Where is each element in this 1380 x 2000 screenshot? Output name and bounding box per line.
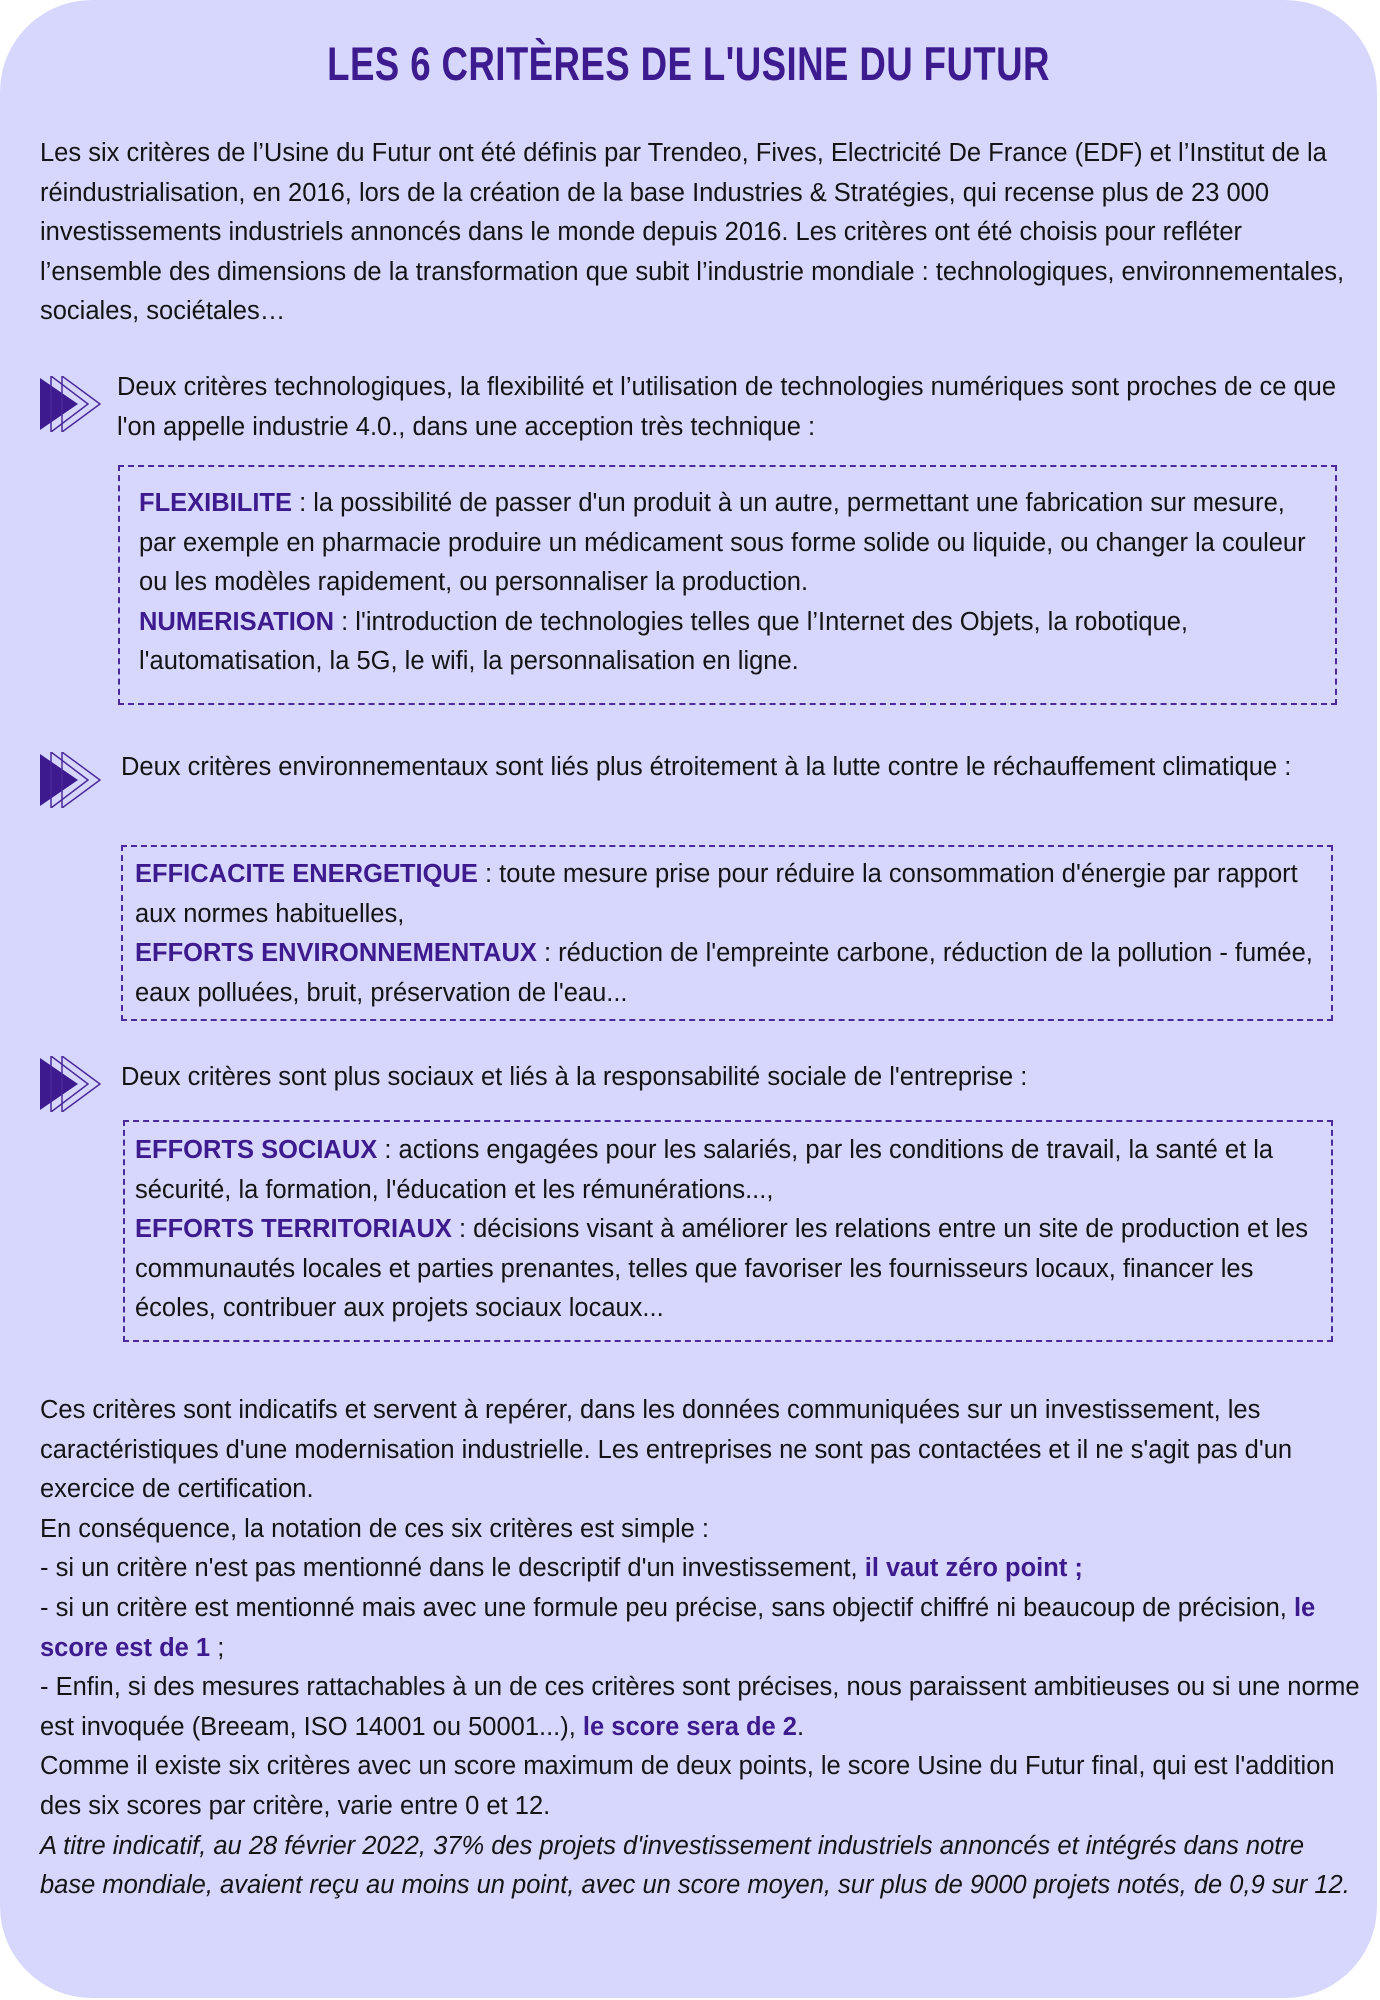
outro-paragraph-2: En conséquence, la notation de ces six critères est simple : bbox=[40, 1514, 710, 1543]
rule-end: ; bbox=[1067, 1554, 1083, 1583]
rule-end: ; bbox=[210, 1633, 225, 1662]
rule-text: - si un critère est mentionné mais avec une formule peu précise, sans objectif chiffré ni beaucoup de précision, bbox=[40, 1593, 1294, 1622]
outro-paragraph-3: Comme il existe six critères avec un score maximum de deux points, le score Usine du Futur final, qui est l'addition des six scores par critère, varie entre 0 et 12. bbox=[40, 1752, 1335, 1820]
criterion-name: FLEXIBILITE bbox=[139, 489, 292, 517]
criterion-efforts-environnementaux bbox=[135, 934, 1317, 1013]
rule-end: . bbox=[796, 1712, 805, 1741]
rule-score: le score est de 1 bbox=[40, 1593, 1316, 1662]
criterion-efforts-sociaux bbox=[135, 1131, 1317, 1210]
section-technologique-lead: Deux critères technologiques, la flexibilité et l’utilisation de technologies numériques sont proches de ce que l'on appelle industrie 4.0., dans une acception très technique : bbox=[117, 373, 1337, 441]
statistics-note: A titre indicatif, au 28 février 2022, 37% des projets d'investissement industriels annoncés et intégrés dans notre base mondiale, avaient reçu au moins un point, avec un score moyen, sur plus de 9000 projets notés, de 0,9 sur 12. bbox=[40, 1831, 1350, 1900]
scoring-rule-2 bbox=[40, 1668, 1360, 1747]
rule-text: - Enfin, si des mesures rattachables à un de ces critères sont précises, nous paraissent ambitieuses ou si une norme est invoquée (Breeam, ISO 14001 ou 50001...), bbox=[40, 1673, 1360, 1741]
rule-score: il vaut zéro point bbox=[864, 1554, 1068, 1583]
criterion-name: NUMERISATION bbox=[139, 607, 335, 636]
criterion-description: : la possibilité de passer d'un produit à un autre, permettant une fabrication sur mesure, par exemple en pharmacie produire un médicament sous forme solide ou liquide, ou changer la couleur ou les modèles rapidement, ou personnaliser la production. bbox=[139, 489, 1306, 597]
intro-paragraph: Les six critères de l’Usine du Futur ont été définis par Trendeo, Fives, Electricité De France (EDF) et l’Institut de la réindustrialisation, en 2016, lors de la création de la base Industries & Stratégies, qui recense plus de 23 000 investissements industriels annoncés dans le monde depuis 2016. Les critères ont été choisis pour refléter l’ensemble des dimensions de la transformation que subit l’industrie mondiale : technologiques, environnementales, sociales, sociétales… bbox=[40, 139, 1345, 326]
criterion-description: : réduction de l'empreinte carbone, réduction de la pollution - fumée, eaux polluées, bruit, préservation de l'eau... bbox=[135, 939, 1313, 1007]
criteria-box-sociaux bbox=[123, 1120, 1333, 1342]
triple-arrow-right-icon bbox=[38, 1056, 104, 1112]
section-environnement-lead: Deux critères environnementaux sont liés plus étroitement à la lutte contre le réchauffement climatique : bbox=[121, 753, 1292, 781]
criterion-name: EFFORTS ENVIRONNEMENTAUX bbox=[135, 939, 537, 968]
criterion-description: : l'introduction de technologies telles que l’Internet des Objets, la robotique, l'automatisation, la 5G, le wifi, la personnalisation en ligne. bbox=[139, 607, 1189, 676]
triple-arrow-right-icon bbox=[38, 752, 104, 808]
rule-text: - si un critère n'est pas mentionné dans le descriptif d'un investissement, bbox=[40, 1554, 865, 1583]
criterion-numerisation bbox=[139, 603, 1321, 682]
scoring-rule-0 bbox=[40, 1549, 1360, 1589]
criterion-description: : décisions visant à améliorer les relations entre un site de production et les communautés locales et parties prenantes, telles que favoriser les fournisseurs locaux, financer les écoles, contribuer aux projets sociaux locaux... bbox=[135, 1215, 1308, 1323]
criterion-efficacite-energetique bbox=[135, 855, 1317, 934]
criterion-flexibilite bbox=[139, 484, 1321, 603]
criterion-name: EFFORTS SOCIAUX bbox=[135, 1136, 378, 1164]
criteria-box-technologiques bbox=[118, 465, 1337, 705]
page-title: LES 6 CRITÈRES DE L'USINE DU FUTUR bbox=[327, 37, 1050, 90]
criterion-efforts-territoriaux bbox=[135, 1210, 1317, 1329]
criterion-name: EFFICACITE ENERGETIQUE bbox=[135, 860, 478, 888]
criterion-name: EFFORTS TERRITORIAUX bbox=[135, 1215, 452, 1244]
rule-score: le score sera de 2 bbox=[582, 1712, 797, 1741]
criteria-box-environnementaux bbox=[121, 845, 1333, 1021]
scoring-explanation bbox=[40, 1391, 1360, 1906]
section-social-lead: Deux critères sont plus sociaux et liés à la responsabilité sociale de l'entreprise : bbox=[121, 1063, 1028, 1091]
outro-paragraph-1: Ces critères sont indicatifs et servent à repérer, dans les données communiquées sur un investissement, les caractéristiques d'une modernisation industrielle. Les entreprises ne sont pas contactées et il ne s'agit pas d'un exercice de certification. bbox=[40, 1396, 1293, 1504]
triple-arrow-right-icon bbox=[38, 376, 104, 432]
criterion-description: : actions engagées pour les salariés, par les conditions de travail, la santé et la sécurité, la formation, l'éducation et les rémunérations..., bbox=[135, 1136, 1274, 1204]
scoring-rule-1 bbox=[40, 1589, 1360, 1668]
criterion-description: : toute mesure prise pour réduire la consommation d'énergie par rapport aux normes habituelles, bbox=[135, 860, 1298, 928]
